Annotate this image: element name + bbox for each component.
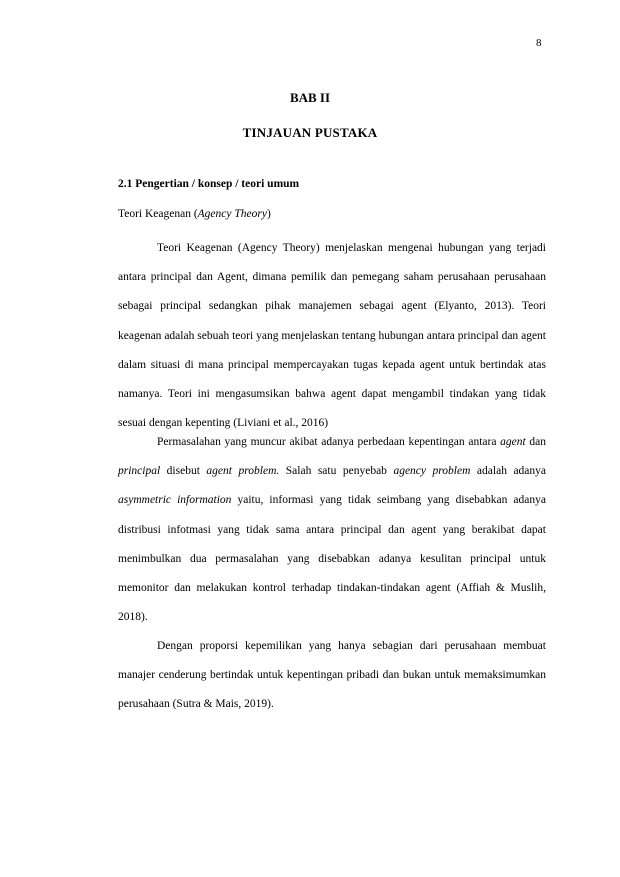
emphasis-agent-problem: agent problem. <box>206 465 280 478</box>
subheading <box>118 207 271 222</box>
paragraph-agency-theory: Teori Keagenan (Agency Theory) menjelaskan mengenai hubungan yang terjadi antara principal dan Agent, dimana pemilik dan pemegang saham perusahaan perusahaan sebagai principal sedangkan pihak manajemen sebagai agent (Elyanto, 2013). Teori keagenan adalah sebuah teori yang menjelaskan tentang hubungan antara principal dan agent dalam situasi di mana principal mempercayakan tugas kepada agent untuk bertindak atas namanya. Teori ini mengasumsikan bahwa agent dapat mengambil tindakan yang tidak sesuai dengan kepenting (Liviani et al., 2016) <box>118 242 546 430</box>
text-span: Salah satu penyebab <box>279 465 394 478</box>
subheading-suffix: ) <box>266 208 271 220</box>
chapter-label: BAB II <box>289 90 331 105</box>
paragraph-ownership: Dengan proporsi kepemilikan yang hanya sebagian dari perusahaan membuat manajer cenderung bertindak untuk kepentingan pribadi dan bukan untuk memaksimumkan perusahaan (Sutra & Mais, 2019). <box>118 640 546 711</box>
subheading-prefix: Teori Keagenan ( <box>118 208 198 220</box>
paragraph-agency-problem <box>118 428 546 632</box>
chapter-title: TINJAUAN PUSTAKA <box>242 125 378 140</box>
text-span: dan <box>525 436 547 448</box>
subheading-term: Agency Theory <box>197 208 267 220</box>
emphasis-principal: principal <box>118 465 161 478</box>
section-heading: 2.1 Pengertian / konsep / teori umum <box>118 178 300 190</box>
text-span: adalah adanya <box>470 465 547 478</box>
text-span: disebut <box>160 465 207 478</box>
emphasis-asymmetric-information: asymmetric information <box>118 494 232 507</box>
text-span: Permasalahan yang muncur akibat adanya perbedaan kepentingan antara <box>157 436 501 448</box>
page-number: 8 <box>536 37 542 49</box>
emphasis-agency-problem: agency problem <box>393 465 471 478</box>
emphasis-agent: agent <box>500 436 526 448</box>
text-span: yaitu, informasi yang tidak seimbang yang disebabkan adanya distribusi infotmasi yang tidak sama antara principal dan agent yang berakibat dapat menimbulkan dua permasalahan yang disebabkan adanya kesulitan principal untuk memonitor dan melakukan kontrol terhadap tindakan-tindakan agent (Affiah & Muslih, 2018). <box>118 494 546 624</box>
